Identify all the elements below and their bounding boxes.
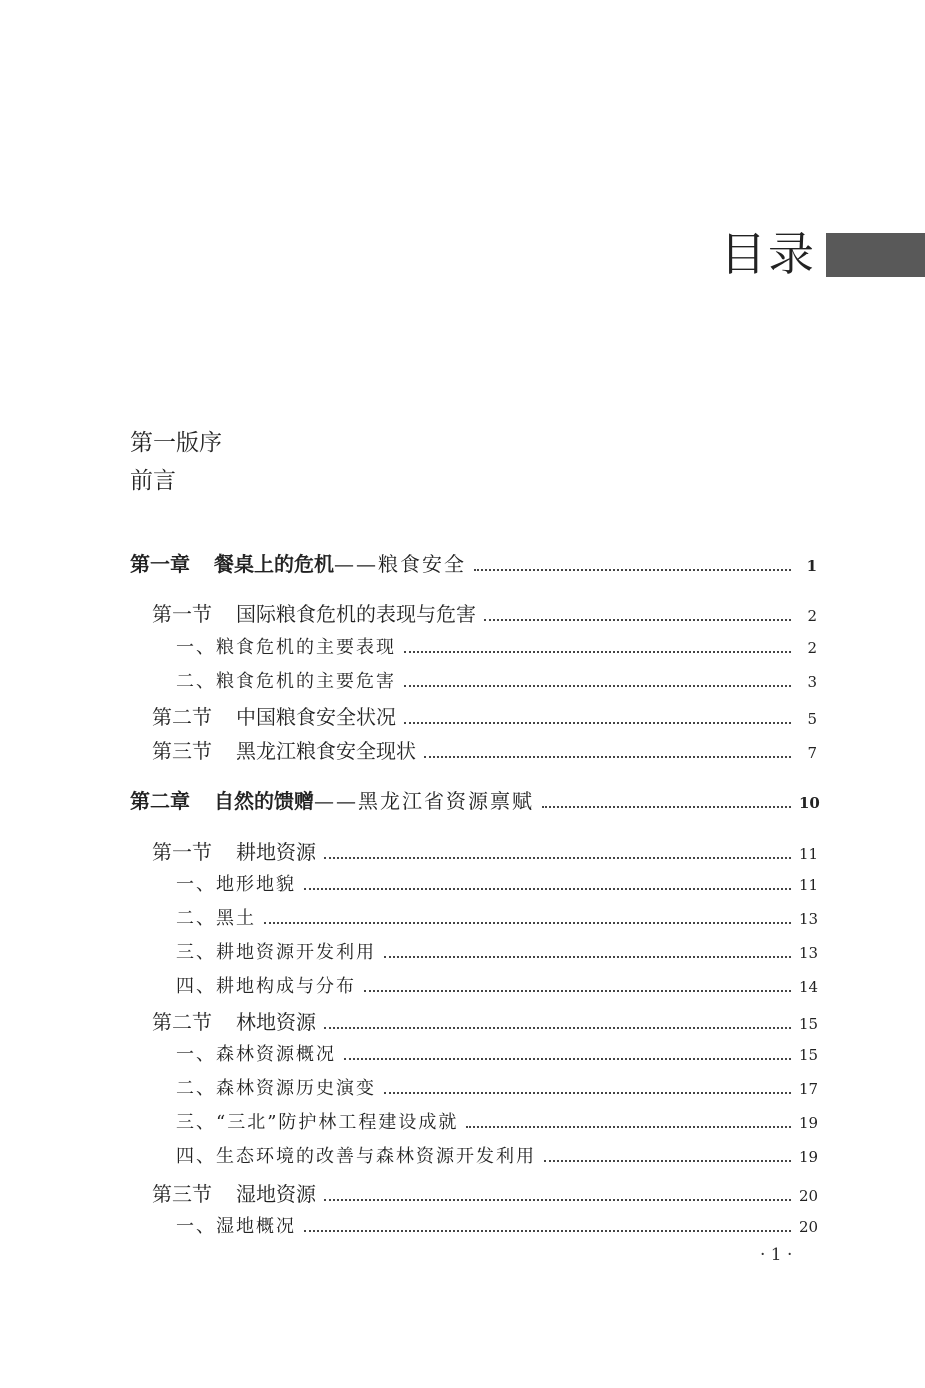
toc-entry-item[interactable] bbox=[176, 972, 817, 998]
front-matter-preface[interactable]: 第一版序 bbox=[130, 430, 222, 456]
toc-entry-item[interactable] bbox=[176, 1212, 817, 1238]
toc-entry-title: 中国粮食安全状况 bbox=[236, 705, 396, 729]
toc-entry-title: 二、森林资源历史演变 bbox=[176, 1078, 376, 1099]
toc-entry-section[interactable] bbox=[152, 1006, 817, 1035]
toc-entry-page: 14 bbox=[799, 978, 819, 996]
toc-entry-title: 三、耕地资源开发利用 bbox=[176, 942, 376, 963]
toc-entry-title: 一、湿地概况 bbox=[176, 1216, 296, 1237]
toc-entry-page: 11 bbox=[799, 876, 819, 894]
toc-entry-section[interactable] bbox=[152, 735, 817, 764]
dot-leader bbox=[384, 1092, 791, 1094]
toc-entry-item[interactable] bbox=[176, 904, 817, 930]
toc-entry-chapter[interactable] bbox=[130, 785, 820, 814]
toc-entry-page: 15 bbox=[799, 1015, 819, 1033]
toc-entry-title: 二、粮食危机的主要危害 bbox=[176, 671, 396, 692]
dot-leader bbox=[324, 857, 791, 859]
toc-entry-number: 第一节 bbox=[152, 840, 212, 864]
toc-entry-page: 15 bbox=[799, 1046, 819, 1064]
toc-entry-page: 5 bbox=[807, 710, 817, 728]
toc-entry-title: 四、耕地构成与分布 bbox=[176, 976, 356, 997]
toc-entry-page: 13 bbox=[799, 910, 819, 928]
toc-entry-number: 第一章 bbox=[130, 552, 190, 576]
dot-leader bbox=[544, 1160, 791, 1162]
toc-entry-page: 20 bbox=[799, 1218, 819, 1236]
page-number: · 1 · bbox=[760, 1245, 793, 1265]
toc-entry-section[interactable] bbox=[152, 598, 817, 627]
dot-leader bbox=[264, 922, 791, 924]
toc-entry-page: 19 bbox=[799, 1148, 819, 1166]
toc-entry-number: 第一节 bbox=[152, 602, 212, 626]
toc-entry-item[interactable] bbox=[176, 870, 817, 896]
toc-entry-title: 黑龙江粮食安全现状 bbox=[236, 739, 416, 763]
toc-entry-number: 第二节 bbox=[152, 705, 212, 729]
toc-entry-item[interactable] bbox=[176, 1040, 817, 1066]
dot-leader bbox=[344, 1058, 791, 1060]
dot-leader bbox=[404, 722, 791, 724]
toc-entry-title: 餐桌上的危机 bbox=[214, 552, 334, 576]
toc-entry-item[interactable] bbox=[176, 1108, 817, 1134]
toc-entry-page: 7 bbox=[807, 744, 817, 762]
toc-entry-item[interactable] bbox=[176, 1074, 817, 1100]
dot-leader bbox=[424, 756, 791, 758]
toc-entry-number: 第二章 bbox=[130, 789, 190, 813]
toc-entry-page: 19 bbox=[799, 1114, 819, 1132]
dot-leader bbox=[466, 1126, 791, 1128]
toc-entry-page: 17 bbox=[799, 1080, 819, 1098]
toc-entry-title: 林地资源 bbox=[236, 1010, 316, 1034]
toc-entry-number: 第三节 bbox=[152, 1182, 212, 1206]
dot-leader bbox=[324, 1199, 791, 1201]
toc-entry-page: 10 bbox=[799, 794, 820, 812]
toc-entry-page: 2 bbox=[807, 639, 817, 657]
toc-entry-section[interactable] bbox=[152, 701, 817, 730]
dot-leader bbox=[304, 888, 791, 890]
toc-entry-number: 第三节 bbox=[152, 739, 212, 763]
toc-entry-section[interactable] bbox=[152, 1178, 817, 1207]
dot-leader bbox=[384, 956, 791, 958]
title-decoration-bar bbox=[826, 233, 925, 277]
toc-entry-chapter[interactable] bbox=[130, 548, 817, 577]
toc-entry-title: 湿地资源 bbox=[236, 1182, 316, 1206]
toc-entry-item[interactable] bbox=[176, 1142, 817, 1168]
dot-leader bbox=[404, 685, 791, 687]
dot-leader bbox=[474, 569, 791, 571]
toc-entry-title: 四、生态环境的改善与森林资源开发利用 bbox=[176, 1146, 536, 1167]
dot-leader bbox=[484, 619, 791, 621]
toc-entry-page: 2 bbox=[807, 607, 817, 625]
toc-entry-page: 20 bbox=[799, 1187, 819, 1205]
toc-entry-page: 13 bbox=[799, 944, 819, 962]
toc-entry-section[interactable] bbox=[152, 836, 817, 865]
toc-entry-item[interactable] bbox=[176, 633, 817, 659]
toc-entry-page: 1 bbox=[806, 557, 817, 575]
toc-entry-title: 一、森林资源概况 bbox=[176, 1044, 336, 1065]
dot-leader bbox=[324, 1027, 791, 1029]
toc-entry-item[interactable] bbox=[176, 938, 817, 964]
dot-leader bbox=[364, 990, 791, 992]
dot-leader bbox=[542, 806, 791, 808]
toc-entry-title: 一、地形地貌 bbox=[176, 874, 296, 895]
toc-entry-title: 耕地资源 bbox=[236, 840, 316, 864]
toc-entry-page: 11 bbox=[799, 845, 819, 863]
toc-entry-subtitle: ——黑龙江省资源禀赋 bbox=[314, 789, 534, 813]
page-title: 目录 bbox=[720, 227, 816, 281]
toc-entry-title: 国际粮食危机的表现与危害 bbox=[236, 602, 476, 626]
toc-entry-number: 第二节 bbox=[152, 1010, 212, 1034]
dot-leader bbox=[304, 1230, 791, 1232]
toc-entry-subtitle: ——粮食安全 bbox=[334, 552, 466, 576]
toc-entry-title: 一、粮食危机的主要表现 bbox=[176, 637, 396, 658]
front-matter-foreword[interactable]: 前言 bbox=[130, 468, 176, 494]
toc-entry-title: 三、“三北”防护林工程建设成就 bbox=[176, 1112, 459, 1133]
dot-leader bbox=[404, 651, 791, 653]
toc-entry-item[interactable] bbox=[176, 667, 817, 693]
toc-entry-title: 二、黑土 bbox=[176, 908, 256, 929]
toc-entry-title: 自然的馈赠 bbox=[214, 789, 314, 813]
toc-entry-page: 3 bbox=[807, 673, 817, 691]
